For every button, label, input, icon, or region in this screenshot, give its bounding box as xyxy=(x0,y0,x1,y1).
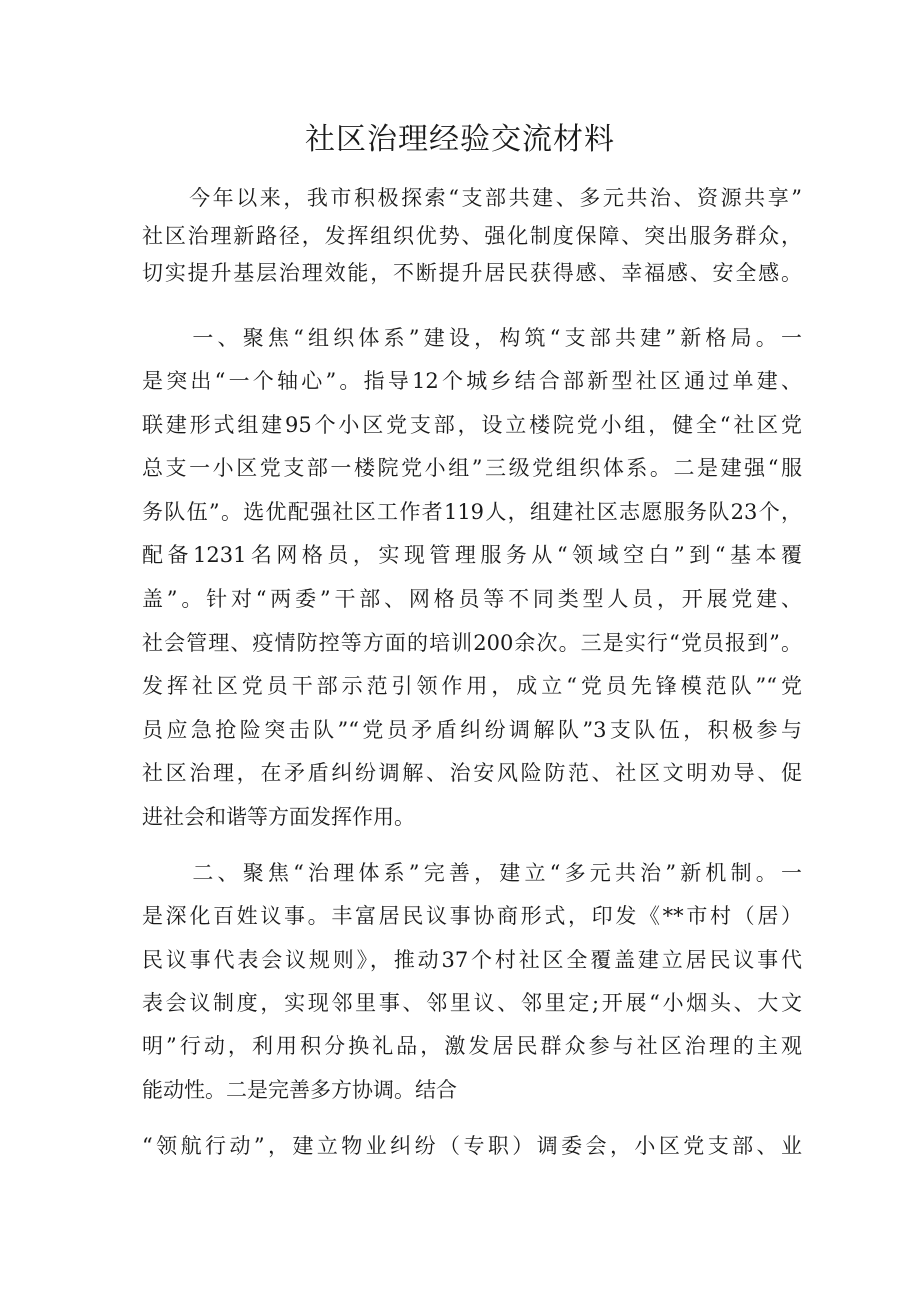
paragraph-1-line-3: 切实提升基层治理效能，不断提升居民获得感、幸福感、安全感。 xyxy=(142,261,802,285)
paragraph-2-line-4: 总支一小区党支部一楼院党小组”三级党组织体系。二是建强“服 xyxy=(142,456,802,480)
paragraph-2-line-11: 社区治理，在矛盾纠纷调解、治安风险防范、社区文明劝导、促 xyxy=(142,761,802,785)
paragraph-2-line-2: 是突出“一个轴心”。指导12个城乡结合部新型社区通过单建、 xyxy=(142,369,802,393)
paragraph-4-line-1: “领航行动”，建立物业纠纷（专职）调委会，小区党支部、业 xyxy=(142,1134,802,1158)
paragraph-2-line-10: 员应急抢险突击队”“党员矛盾纠纷调解队”3支队伍，积极参与 xyxy=(142,718,802,742)
paragraph-3-line-4: 表会议制度，实现邻里事、邻里议、邻里定;开展“小烟头、大文 xyxy=(142,991,802,1015)
paragraph-2-line-12: 进社会和谐等方面发挥作用。 xyxy=(142,805,415,829)
paragraph-2-line-5: 务队伍”。选优配强社区工作者119人，组建社区志愿服务队23个， xyxy=(142,500,802,524)
paragraph-3-line-3: 民议事代表会议规则》，推动37个村社区全覆盖建立居民议事代 xyxy=(142,948,802,972)
paragraph-2-line-1: 一、聚焦“组织体系”建设，构筑“支部共建”新格局。一 xyxy=(142,326,802,350)
paragraph-1-line-2: 社区治理新路径，发挥组织优势、强化制度保障、突出服务群众， xyxy=(142,224,802,248)
paragraph-1-line-1: 今年以来，我市积极探索“支部共建、多元共治、资源共享” xyxy=(142,186,802,210)
paragraph-3-line-6: 能动性。二是完善多方协调。结合 xyxy=(142,1078,457,1102)
paragraph-2-line-7: 盖”。针对“两委”干部、网格员等不同类型人员，开展党建、 xyxy=(142,587,802,611)
paragraph-3-line-2: 是深化百姓议事。丰富居民议事协商形式，印发《**市村（居） xyxy=(142,904,802,928)
paragraph-2-line-8: 社会管理、疫情防控等方面的培训200余次。三是实行“党员报到”。 xyxy=(142,631,802,655)
paragraph-2-line-3: 联建形式组建95个小区党支部，设立楼院党小组，健全“社区党 xyxy=(142,413,802,437)
document-title: 社区治理经验交流材料 xyxy=(305,122,615,157)
paragraph-2-line-9: 发挥社区党员干部示范引领作用，成立“党员先锋模范队”“党 xyxy=(142,674,802,698)
paragraph-2-line-6: 配备1231名网格员，实现管理服务从“领域空白”到“基本覆 xyxy=(142,543,802,567)
paragraph-3-line-5: 明”行动，利用积分换礼品，激发居民群众参与社区治理的主观 xyxy=(142,1034,802,1058)
paragraph-3-line-1: 二、聚焦“治理体系”完善，建立“多元共治”新机制。一 xyxy=(142,861,802,885)
